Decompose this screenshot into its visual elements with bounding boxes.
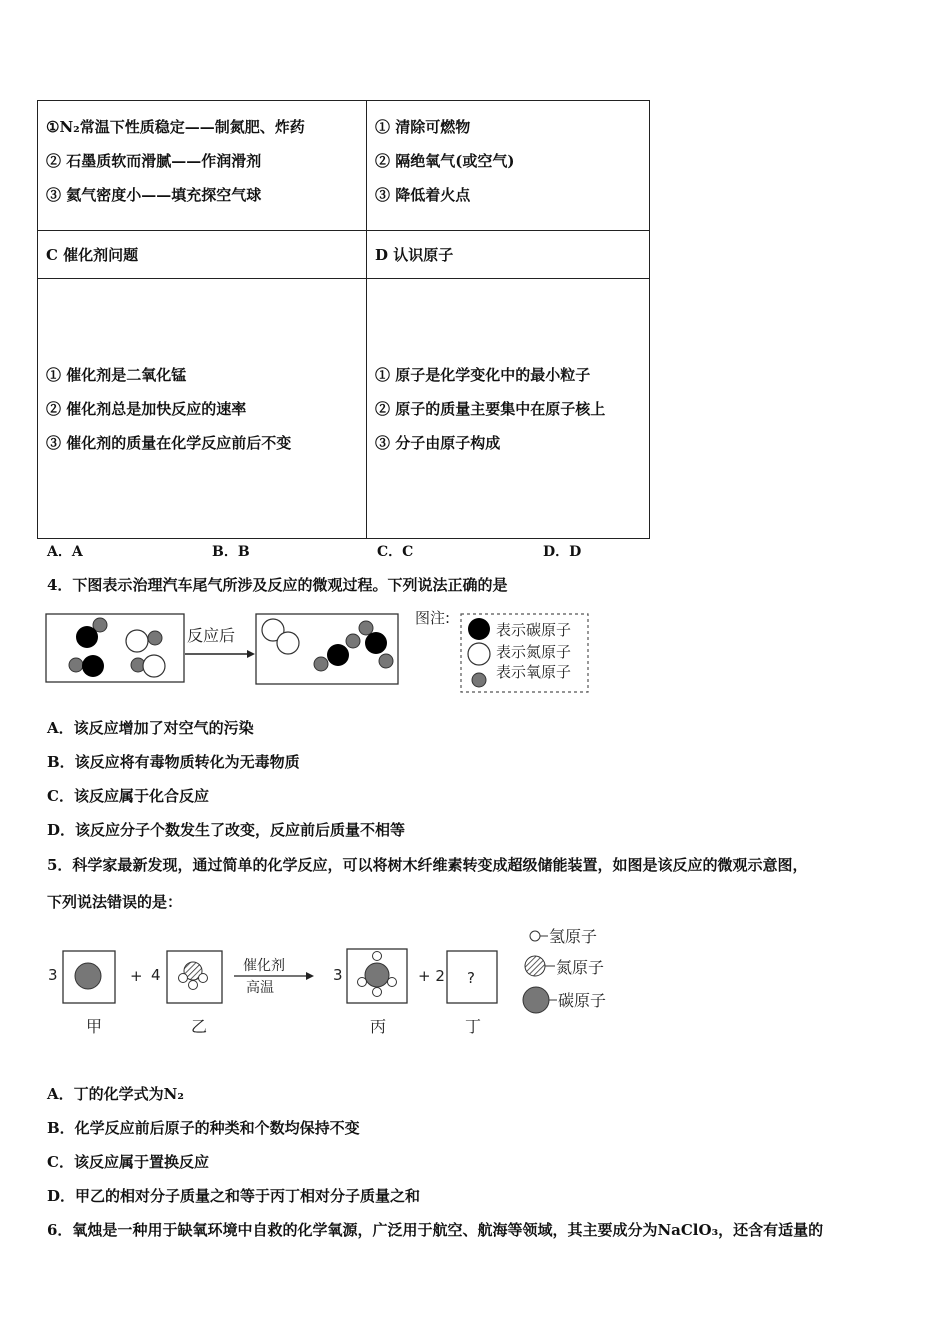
name-bing: 丙: [370, 1017, 387, 1036]
legend-carbon-q5: 碳原子: [558, 991, 607, 1010]
q3-option-a: A．A: [47, 544, 83, 560]
q5-stem-line1: 5．科学家最新发现，通过简单的化学反应，可以将树木纤维素转变成超级储能装置，如图是该反应的微观示意图，: [47, 856, 808, 874]
carbon-atom-q5-icon: [523, 987, 549, 1013]
q5-figure: [40, 920, 640, 1040]
q5-option-a: A．丁的化学式为N₂: [47, 1085, 184, 1103]
q3-option-c: C．C: [377, 544, 414, 560]
q4-option-c: C．该反应属于化合反应: [47, 787, 209, 805]
d-header: D 认识原子: [375, 246, 454, 264]
q3-option-b: B．B: [212, 544, 250, 560]
q6-stem: 6．氧烛是一种用于缺氧环境中自救的化学氧源，广泛用于航空、航海等领域，其主要成分为NaClO₃，还含有适量的: [47, 1221, 824, 1239]
c-header: C 催化剂问题: [46, 246, 139, 264]
q4-figure: [40, 605, 600, 700]
d-item-1: ① 原子是化学变化中的最小粒子: [375, 365, 591, 384]
name-yi: 乙: [191, 1017, 208, 1036]
legend-carbon: 表示碳原子: [496, 621, 572, 639]
concept-table: [37, 100, 650, 539]
a-item-2: ② 石墨质软而滑腻——作润滑剂: [46, 152, 262, 170]
c-item-1: ① 催化剂是二氧化锰: [46, 365, 187, 384]
cell-c: [38, 279, 367, 539]
coef-jia: 3: [48, 966, 58, 984]
q5-stem-line2: 下列说法错误的是：: [47, 893, 183, 911]
cell-b: [367, 101, 650, 231]
q3-option-d: D．D: [543, 544, 582, 560]
name-ding: 丁: [465, 1017, 482, 1036]
nitrogen-atom-icon: [468, 643, 490, 665]
unknown-product: ?: [467, 969, 475, 987]
c-item-2: ② 催化剂总是加快反应的速率: [46, 399, 247, 418]
q5-condition: 高温: [246, 980, 274, 996]
cell-a: [38, 101, 367, 231]
q5-option-b: B．化学反应前后原子的种类和个数均保持不变: [47, 1119, 360, 1137]
q5-option-c: C．该反应属于置换反应: [47, 1153, 209, 1171]
q4-option-d: D．该反应分子个数发生了改变，反应前后质量不相等: [47, 821, 406, 839]
q4-stem: 4．下图表示治理汽车尾气所涉及反应的微观过程。下列说法正确的是: [47, 576, 508, 594]
q4-option-a: A．该反应增加了对空气的污染: [47, 719, 254, 737]
hydrogen-atom-icon: [530, 931, 540, 941]
a-item-3: ③ 氦气密度小——填充探空气球: [46, 186, 262, 204]
q4-option-b: B．该反应将有毒物质转化为无毒物质: [47, 753, 300, 771]
d-item-3: ③ 分子由原子构成: [375, 433, 501, 452]
b-item-2: ② 隔绝氧气(或空气): [375, 152, 515, 170]
c-item-3: ③ 催化剂的质量在化学反应前后不变: [46, 433, 292, 452]
coef-bing: 3: [333, 966, 343, 984]
b-item-3: ③ 降低着火点: [375, 186, 471, 204]
carbon-atom-icon: [468, 618, 490, 640]
cell-c-header: [38, 231, 367, 279]
nitrogen-hatched-icon: [525, 956, 545, 976]
name-jia: 甲: [86, 1017, 103, 1036]
legend-nitrogen-q5: 氮原子: [556, 958, 605, 977]
plus-2: + 2: [418, 967, 445, 985]
q5-catalyst: 催化剂: [243, 958, 285, 974]
coef-yi: 4: [151, 966, 161, 984]
legend-title: 图注:: [415, 609, 451, 627]
cell-d-header: [367, 231, 650, 279]
legend-hydrogen: 氢原子: [549, 927, 598, 946]
cell-d: [367, 279, 650, 539]
plus-1: +: [130, 967, 143, 985]
legend-nitrogen: 表示氮原子: [496, 643, 572, 661]
oxygen-atom-icon: [472, 673, 486, 687]
b-item-1: ① 清除可燃物: [375, 118, 471, 136]
d-item-2: ② 原子的质量主要集中在原子核上: [375, 399, 606, 418]
q4-arrow-label: 反应后: [187, 626, 236, 645]
legend-oxygen: 表示氧原子: [496, 663, 572, 681]
a-item-1: ①N₂常温下性质稳定——制氮肥、炸药: [46, 118, 305, 136]
q5-option-d: D．甲乙的相对分子质量之和等于丙丁相对分子质量之和: [47, 1187, 421, 1205]
